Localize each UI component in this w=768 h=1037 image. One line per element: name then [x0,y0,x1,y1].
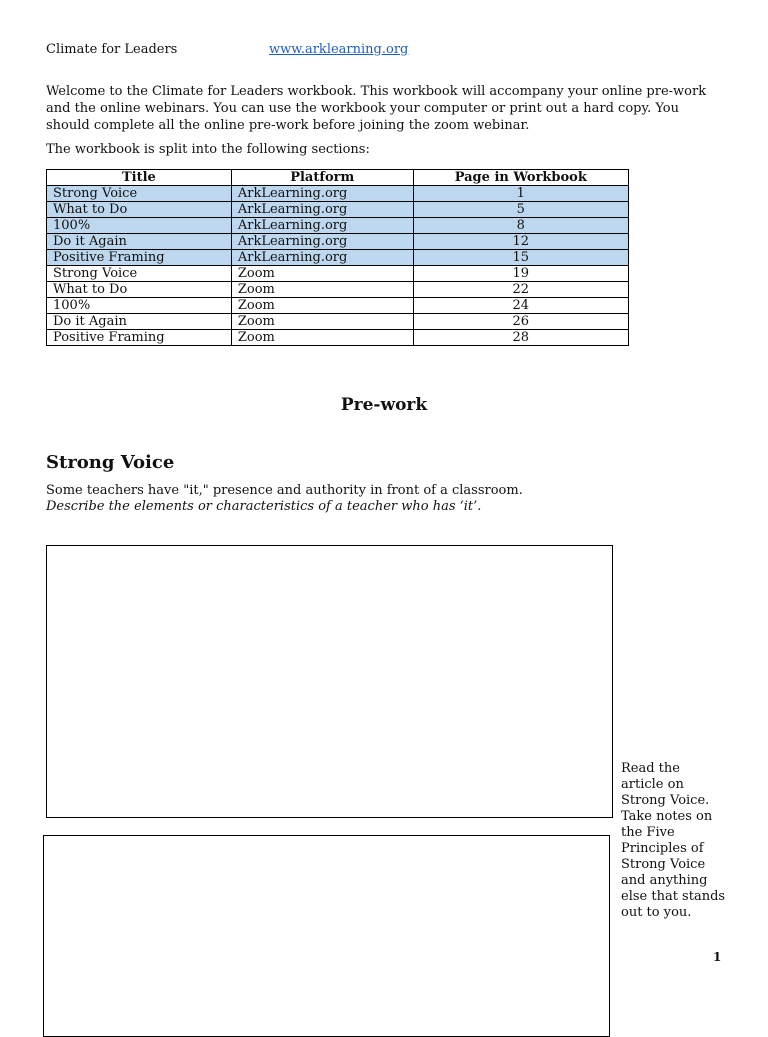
document-header-title: Climate for Leaders [46,42,178,57]
column-header-title: Title [47,170,232,186]
prework-heading: Pre-work [340,395,428,415]
cell-page: 24 [413,298,628,314]
cell-title: Do it Again [47,314,232,330]
cell-page: 22 [413,282,628,298]
strong-voice-intro-text: Some teachers have "it," presence and authority in front of a classroom. [46,483,523,498]
table-row [47,282,629,298]
cell-title: Strong Voice [47,186,232,202]
cell-title: 100% [47,298,232,314]
table-row [47,202,629,218]
sections-intro-text: The workbook is split into the following sections: [46,142,370,157]
cell-title: Strong Voice [47,266,232,282]
answer-box-characteristics[interactable] [46,545,613,818]
cell-page: 26 [413,314,628,330]
cell-title: Positive Framing [47,330,232,346]
cell-platform: ArkLearning.org [231,234,413,250]
cell-page: 28 [413,330,628,346]
column-header-platform: Platform [231,170,413,186]
strong-voice-heading: Strong Voice [46,452,175,473]
cell-page: 1 [413,186,628,202]
article-side-note: Read the article on Strong Voice. Take notes on the Five Principles of Strong Voice and anything else that stands out to you. [621,761,726,920]
cell-platform: ArkLearning.org [231,250,413,266]
cell-page: 5 [413,202,628,218]
cell-platform: ArkLearning.org [231,186,413,202]
cell-page: 19 [413,266,628,282]
website-link[interactable]: www.arklearning.org [269,42,409,57]
cell-platform: Zoom [231,330,413,346]
table-row [47,234,629,250]
cell-title: Positive Framing [47,250,232,266]
cell-page: 12 [413,234,628,250]
cell-platform: ArkLearning.org [231,202,413,218]
cell-platform: ArkLearning.org [231,218,413,234]
strong-voice-prompt: Describe the elements or characteristics of a teacher who has ‘it’. [46,499,482,514]
strong-voice-intro [46,483,523,515]
cell-platform: Zoom [231,282,413,298]
table-row [47,330,629,346]
cell-title: What to Do [47,202,232,218]
cell-title: What to Do [47,282,232,298]
sections-table [46,169,629,346]
cell-platform: Zoom [231,266,413,282]
column-header-page: Page in Workbook [413,170,628,186]
table-row [47,314,629,330]
cell-platform: Zoom [231,314,413,330]
table-row [47,218,629,234]
answer-box-notes[interactable] [43,835,610,1037]
table-header-row [47,170,629,186]
intro-paragraph: Welcome to the Climate for Leaders workbook. This workbook will accompany your online pre-work and the online webinars. You can use the workbook your computer or print out a hard copy. You should complete all the online pre-work before joining the zoom webinar. [46,84,707,133]
cell-title: 100% [47,218,232,234]
table-row [47,266,629,282]
cell-title: Do it Again [47,234,232,250]
table-row [47,186,629,202]
page-number: 1 [713,950,722,964]
cell-page: 8 [413,218,628,234]
cell-page: 15 [413,250,628,266]
table-row [47,298,629,314]
cell-platform: Zoom [231,298,413,314]
table-row [47,250,629,266]
